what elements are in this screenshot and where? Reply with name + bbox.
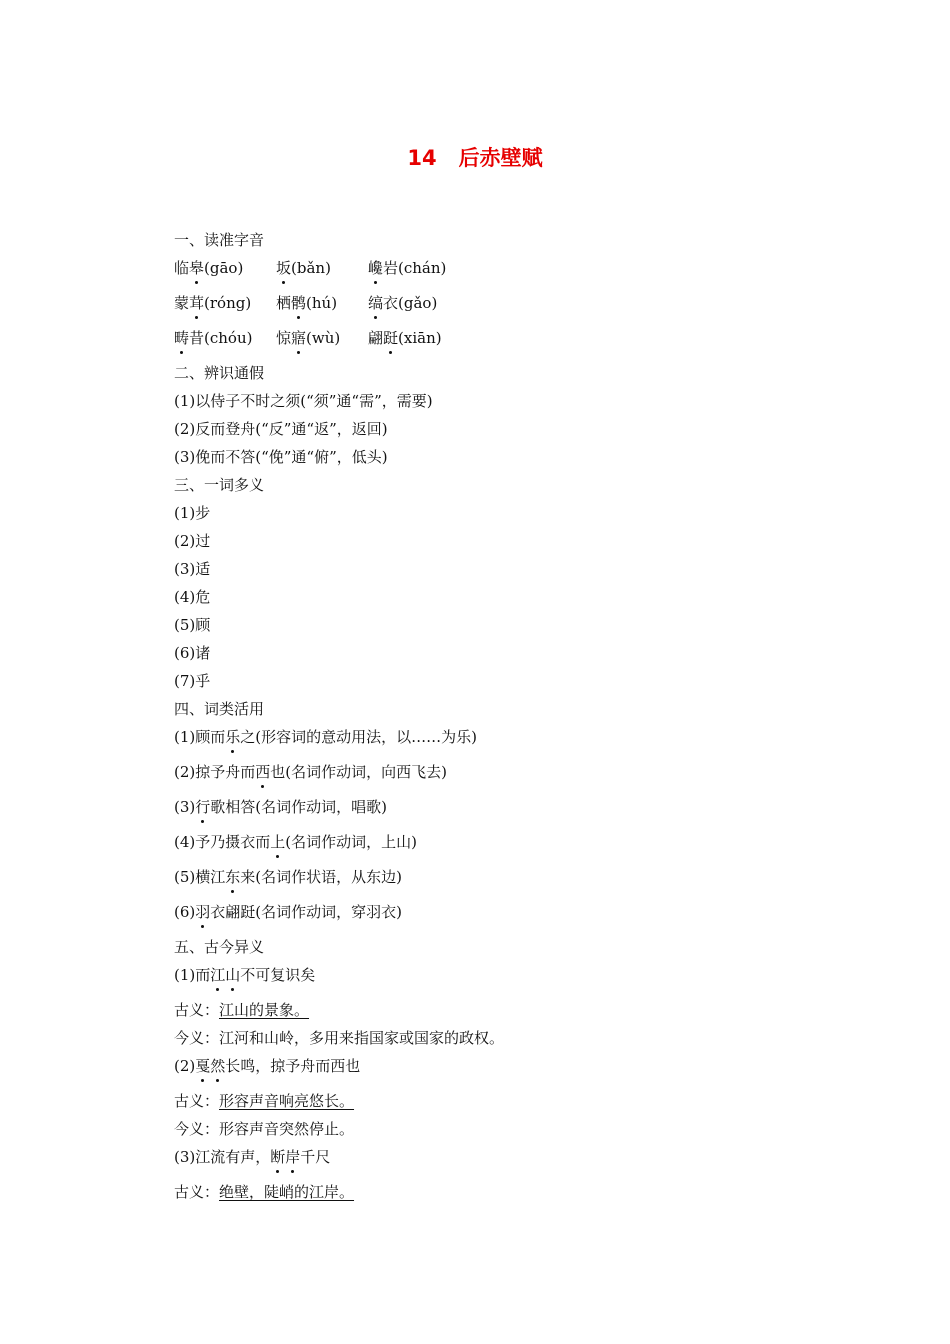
section-heading-loan-characters: 二、辨识通假 <box>174 364 265 382</box>
dotted-char: 坂 <box>276 259 292 277</box>
pronunciation-row <box>174 328 814 356</box>
pronunciation-item: 翩跹(xiān) <box>368 329 442 347</box>
dotted-char: 鹘 <box>291 294 307 312</box>
dotted-char: 缟 <box>368 294 384 312</box>
word-class-item: (4)予乃摄衣而上(名词作动词，上山) <box>174 833 417 851</box>
example-sentence: (3)江流有声，断岸千尺 <box>174 1148 331 1166</box>
loan-character-item: (3)俛而不答(“俛”通“俯”，低头) <box>174 448 388 466</box>
dotted-char: 西 <box>255 763 271 781</box>
polysemy-item: (1)步 <box>174 504 211 522</box>
modern-meaning: 今义：江河和山岭，多用来指国家或国家的政权。 <box>174 1029 505 1047</box>
dotted-word: 戛然 <box>195 1057 226 1075</box>
polysemy-item: (7)乎 <box>174 672 211 690</box>
dotted-char: 跹 <box>383 329 399 347</box>
example-sentence: (1)而江山不可复识矣 <box>174 966 316 984</box>
polysemy-item: (3)适 <box>174 560 211 578</box>
polysemy-item: (5)顾 <box>174 616 211 634</box>
example-sentence: (2)戛然长鸣，掠予舟而西也 <box>174 1057 361 1075</box>
word-class-item: (6)羽衣翩跹(名词作动词，穿羽衣) <box>174 903 402 921</box>
modern-meaning: 今义：形容声音突然停止。 <box>174 1120 355 1138</box>
loan-character-item: (2)反而登舟(“反”通“返”，返回) <box>174 420 388 438</box>
pronunciation-row <box>174 293 814 321</box>
dotted-char: 茸 <box>189 294 205 312</box>
section-heading-pronunciation: 一、读准字音 <box>174 231 265 249</box>
polysemy-item: (4)危 <box>174 588 211 606</box>
dotted-char: 巉 <box>368 259 384 277</box>
dotted-char: 东 <box>225 868 241 886</box>
word-class-item: (1)顾而乐之(形容词的意动用法，以……为乐) <box>174 728 477 746</box>
section-heading-word-class: 四、词类活用 <box>174 700 265 718</box>
pronunciation-item: 畴昔(chóu) <box>174 329 253 347</box>
lesson-title: 后赤壁赋 <box>458 146 543 170</box>
ancient-meaning: 古义：形容声音响亮悠长。 <box>174 1092 355 1110</box>
ancient-meaning: 古义：绝壁，陡峭的江岸。 <box>174 1183 355 1201</box>
worksheet-body <box>174 230 814 1210</box>
pronunciation-row <box>174 258 814 286</box>
polysemy-item: (2)过 <box>174 532 211 550</box>
pronunciation-item: 临皋(gāo) <box>174 259 244 277</box>
dotted-char: 畴 <box>174 329 190 347</box>
loan-character-item: (1)以侍子不时之须(“须”通“需”，需要) <box>174 392 433 410</box>
word-class-item: (3)行歌相答(名词作动词，唱歌) <box>174 798 387 816</box>
dotted-char: 羽 <box>195 903 211 921</box>
pronunciation-item: 蒙茸(róng) <box>174 294 252 312</box>
dotted-char: 行 <box>195 798 211 816</box>
section-heading-polysemy: 三、一词多义 <box>174 476 265 494</box>
page-title <box>0 142 950 172</box>
ancient-meaning-answer: 形容声音响亮悠长。 <box>219 1092 355 1110</box>
pronunciation-item: 巉岩(chán) <box>368 259 447 277</box>
ancient-meaning-answer: 绝壁，陡峭的江岸。 <box>219 1183 355 1201</box>
pronunciation-item: 坂(bǎn) <box>276 259 331 277</box>
ancient-meaning-answer: 江山的景象。 <box>219 1001 310 1019</box>
dotted-char: 乐 <box>225 728 241 746</box>
pronunciation-item: 栖鹘(hú) <box>276 294 338 312</box>
pronunciation-item: 缟衣(gǎo) <box>368 294 438 312</box>
dotted-word: 断岸 <box>270 1148 301 1166</box>
pronunciation-item: 惊寤(wù) <box>276 329 341 347</box>
ancient-meaning: 古义：江山的景象。 <box>174 1001 310 1019</box>
dotted-char: 上 <box>270 833 286 851</box>
word-class-item: (5)横江东来(名词作状语，从东边) <box>174 868 402 886</box>
lesson-number: 14 <box>407 146 437 170</box>
word-class-item: (2)掠予舟而西也(名词作动词，向西飞去) <box>174 763 447 781</box>
section-heading-ancient-modern-meaning: 五、古今异义 <box>174 938 265 956</box>
dotted-char: 寤 <box>291 329 307 347</box>
dotted-char: 皋 <box>189 259 205 277</box>
dotted-word: 江山 <box>210 966 241 984</box>
polysemy-item: (6)诸 <box>174 644 211 662</box>
